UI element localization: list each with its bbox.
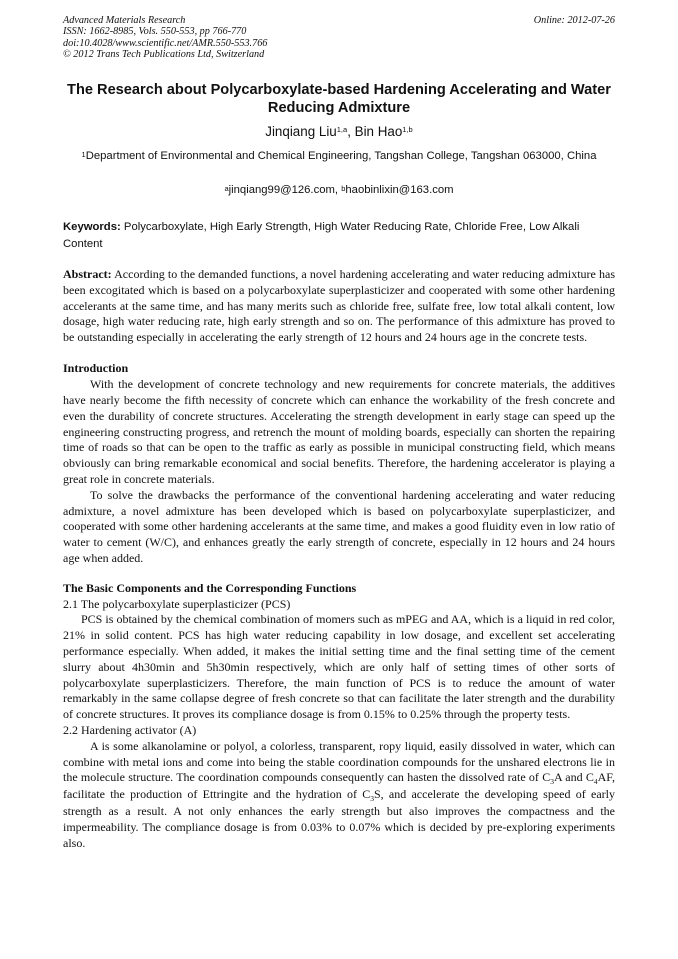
text-run: A is some alkanolamine or polyol, a colorless, transparent, ropy liquid, easily dissolved in water, which can combine with metal ions and come into being the stable coordination compounds for the unshared electrons lie in the molecule structure. The coordination compounds consequently can hasten the dissolved rate of C <box>63 738 615 785</box>
email-separator: , <box>334 184 342 196</box>
text-run: AF, facilitate the production of Ettringite and the hydration of C <box>63 770 615 802</box>
email-superscript: a <box>224 184 229 193</box>
subscript: 3 <box>550 777 554 787</box>
online-date: Online: 2012-07-26 <box>533 15 615 26</box>
journal-issn: ISSN: 1662-8985, Vols. 550-553, pp 766-770 <box>63 26 247 38</box>
paragraph: To solve the drawbacks the performance of the conventional hardening accelerating and water reducing admixture, a novel admixture has been developed which is based on polycarboxylate superplasticizer, and cooperated with some other hardening accelerants at the same time, and makes a good fluidity even in low ratio of water to cement (W/C), and enhances greatly the early strength of concrete, especially in 12 hours and 24 hours age when added. <box>63 487 615 566</box>
text-run: A and C <box>553 770 594 785</box>
abstract-text: According to the demanded functions, a novel hardening accelerating and water reducing admixture has been excogitated which is based on a polycarboxylate superplasticizer and cooperated with some other hardening accelerants at the same time, and has many merits such as chloride free, sulfate free, low total alkali content, low dosage, high water reducing rate, high early strength and so on. The performance of this admixture has proved to be outstanding especially in accelerating the early strength of 12 hours and 24 hours age in the concrete tests. <box>63 267 615 345</box>
email-superscript: b <box>341 184 346 193</box>
paragraph: PCS is obtained by the chemical combination of momers such as mPEG and AA, which is a liquid in red color, 21% in solid content. PCS has high water reducing capability in low dosage, and excellent set accelerating performance especially. When added, it makes the initial setting time and the final setting time of the cement slurry about 4h30min and 5h30min respectively, which are only half of setting times of other sorts of polycarboxylate superplasticizers. Therefore, the main function of PCS is to reduce the amount of water remarkably in the same collapse degree of fresh concrete so that can facilitate the later strength and the durability of concrete structures. It proves its compliance dosage is from 0.15% to 0.25% through the property tests. <box>63 612 615 722</box>
author-separator: , <box>347 124 355 139</box>
subsection-heading: 2.1 The polycarboxylate superplasticizer (PCS) <box>63 596 291 611</box>
section-heading-components: The Basic Components and the Corresponding Functions <box>63 580 357 595</box>
email-address: haobinlixin@163.com <box>345 184 454 196</box>
affiliation-text: Department of Environmental and Chemical Engineering, Tangshan College, Tangshan 063000, China <box>85 150 597 162</box>
journal-doi: doi:10.4028/www.scientific.net/AMR.550-553.766 <box>63 37 268 49</box>
keywords-text: Polycarboxylate, High Early Strength, High Water Reducing Rate, Chloride Free, Low Alkali Content <box>63 221 580 250</box>
section-heading-introduction: Introduction <box>63 361 129 376</box>
author-superscript: 1,a <box>336 125 348 134</box>
subsection-heading: 2.2 Hardening activator (A) <box>63 723 197 738</box>
keywords <box>63 219 615 252</box>
paper-title: The Research about Polycarboxylate-based Hardening Accelerating and Water Reducing Admixture <box>67 82 611 116</box>
journal-copyright: © 2012 Trans Tech Publications Ltd, Switzerland <box>63 48 265 60</box>
paper-body <box>63 267 615 851</box>
author-list <box>63 124 615 140</box>
subscript: 3 <box>370 794 374 804</box>
subscript: 4 <box>593 777 598 787</box>
author-name: Jinqiang Liu <box>265 124 337 139</box>
abstract <box>63 267 615 346</box>
abstract-label: Abstract: <box>63 267 112 281</box>
text-run: S, and accelerate the developing speed of early strength as a result. A not only enhances the early strength but also improves the compactness and the impermeability. The compliance dosage is from 0.03% to 0.07% which is decided by pre-exploring experiments also. <box>63 787 615 850</box>
author-superscript: 1,b <box>402 125 413 134</box>
affiliation <box>63 149 615 164</box>
journal-header <box>63 15 615 60</box>
journal-name: Advanced Materials Research <box>63 15 186 26</box>
author-name: Bin Hao <box>354 124 403 139</box>
keywords-label: Keywords: <box>63 221 121 233</box>
affiliation-superscript: 1 <box>81 150 86 159</box>
email-address: jinqiang99@126.com <box>228 184 335 196</box>
author-emails <box>63 183 615 198</box>
paragraph <box>63 739 615 852</box>
paragraph: With the development of concrete technology and new requirements for concrete materials, the additives have nearly become the fifth necessity of concrete which can enhance the workability of the fresh concrete and even the durability of concrete structures. Accelerating the strength development in early stage can speed up the engineering constructing progress, and retrench the mount of molding boards, especially can shorten the repairing time of roads so that can be open to the traffic as early as possible in municipal constructing field, which means obviously can bring remarkable economical and social benefits. Therefore, the hardening accelerator is playing a great role in concrete materials. <box>63 377 615 487</box>
